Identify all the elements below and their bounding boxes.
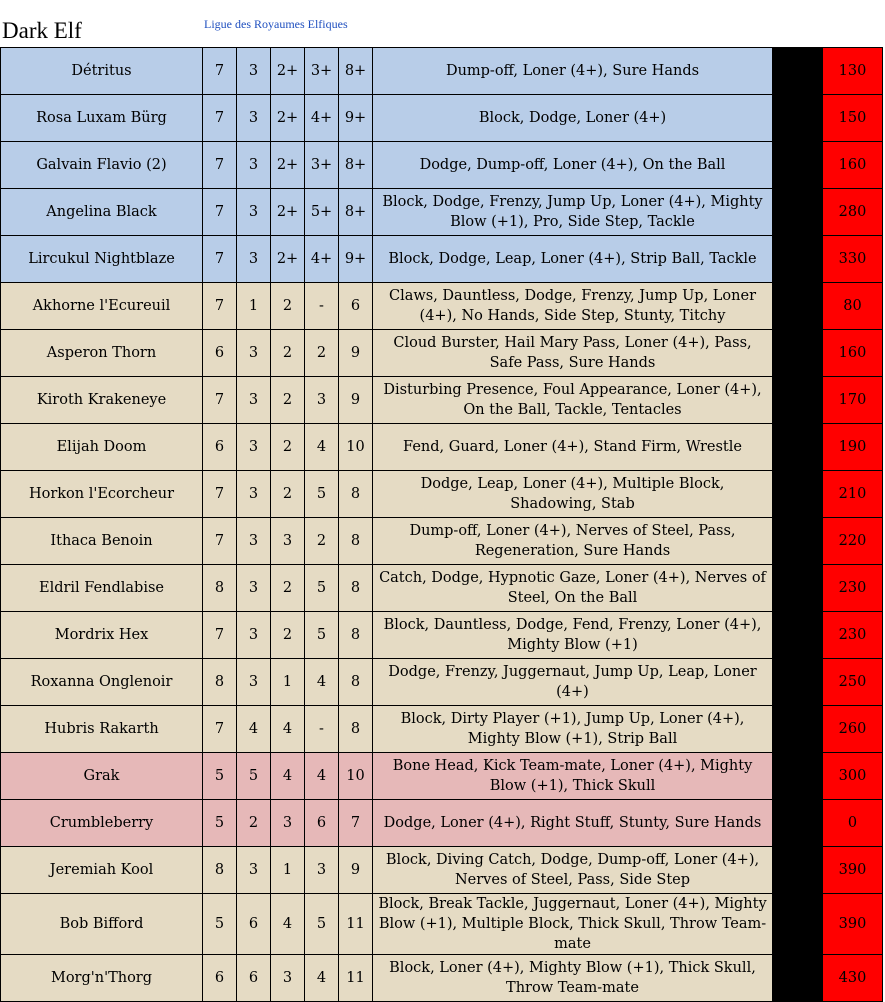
roster-body [1,48,883,1002]
player-ag: 1 [271,847,305,894]
player-ma: 7 [203,48,237,95]
player-ag: 3 [271,800,305,847]
player-st: 3 [237,518,271,565]
player-spp: 26 [773,48,823,95]
player-name: Asperon Thorn [1,330,203,377]
player-skills: Block, Dodge, Loner (4+) [373,95,773,142]
player-ma: 7 [203,283,237,330]
player-value: 0 [823,800,883,847]
table-row [1,612,883,659]
player-ma: 5 [203,753,237,800]
player-skills: Block, Dirty Player (+1), Jump Up, Loner (4+), Mighty Blow (+1), Strip Ball [373,706,773,753]
table-row [1,95,883,142]
player-name: Mordrix Hex [1,612,203,659]
player-spp [773,706,823,753]
player-ag: 2+ [271,142,305,189]
player-name: Hubris Rakarth [1,706,203,753]
table-row [1,847,883,894]
player-value: 160 [823,142,883,189]
player-skills: Block, Loner (4+), Mighty Blow (+1), Thick Skull, Throw Team-mate [373,955,773,1002]
table-row [1,659,883,706]
player-st: 3 [237,377,271,424]
player-pa: 4 [305,955,339,1002]
player-skills: Catch, Dodge, Hypnotic Gaze, Loner (4+), Nerves of Steel, On the Ball [373,565,773,612]
player-av: 8 [339,612,373,659]
player-pa: 4 [305,424,339,471]
player-st: 3 [237,48,271,95]
table-row [1,377,883,424]
table-row [1,955,883,1002]
player-spp: 56 [773,189,823,236]
player-name: Crumbleberry [1,800,203,847]
player-ma: 5 [203,800,237,847]
player-pa: 5 [305,565,339,612]
player-ag: 2 [271,330,305,377]
player-name: Détritus [1,48,203,95]
player-pa: 3+ [305,142,339,189]
player-skills: Dodge, Loner (4+), Right Stuff, Stunty, Sure Hands [373,800,773,847]
player-st: 2 [237,800,271,847]
player-av: 7 [339,800,373,847]
player-av: 8 [339,471,373,518]
player-ag: 3 [271,518,305,565]
player-pa: 4+ [305,236,339,283]
player-value: 390 [823,894,883,955]
player-ag: 1 [271,659,305,706]
player-ag: 2+ [271,48,305,95]
player-spp [773,800,823,847]
player-ag: 2 [271,283,305,330]
player-ag: 2 [271,565,305,612]
player-st: 3 [237,471,271,518]
player-ag: 4 [271,706,305,753]
player-st: 3 [237,142,271,189]
player-name: Galvain Flavio (2) [1,142,203,189]
player-skills: Dump-off, Loner (4+), Sure Hands [373,48,773,95]
player-skills: Block, Dauntless, Dodge, Fend, Frenzy, Loner (4+), Mighty Blow (+1) [373,612,773,659]
player-spp [773,894,823,955]
player-skills: Block, Dodge, Frenzy, Jump Up, Loner (4+), Mighty Blow (+1), Pro, Side Step, Tackle [373,189,773,236]
player-skills: Cloud Burster, Hail Mary Pass, Loner (4+), Pass, Safe Pass, Sure Hands [373,330,773,377]
player-value: 210 [823,471,883,518]
player-value: 150 [823,95,883,142]
player-ma: 7 [203,95,237,142]
player-ag: 4 [271,753,305,800]
player-spp [773,955,823,1002]
player-skills: Dump-off, Loner (4+), Nerves of Steel, Pass, Regeneration, Sure Hands [373,518,773,565]
player-pa: - [305,283,339,330]
player-av: 6 [339,283,373,330]
player-spp [773,847,823,894]
table-row [1,424,883,471]
player-skills: Block, Break Tackle, Juggernaut, Loner (4+), Mighty Blow (+1), Multiple Block, Thick Skull, Throw Team-mate [373,894,773,955]
player-ma: 8 [203,565,237,612]
team-title: Dark Elf [2,18,82,43]
player-ma: 7 [203,142,237,189]
player-value: 130 [823,48,883,95]
player-name: Eldril Fendlabise [1,565,203,612]
player-skills: Fend, Guard, Loner (4+), Stand Firm, Wrestle [373,424,773,471]
player-value: 80 [823,283,883,330]
player-pa: 3 [305,847,339,894]
player-skills: Block, Dodge, Leap, Loner (4+), Strip Ball, Tackle [373,236,773,283]
player-name: Lircukul Nightblaze [1,236,203,283]
player-st: 3 [237,236,271,283]
player-st: 3 [237,659,271,706]
player-spp [773,659,823,706]
player-pa: 3+ [305,48,339,95]
player-av: 8+ [339,142,373,189]
player-st: 3 [237,95,271,142]
player-spp [773,283,823,330]
player-value: 390 [823,847,883,894]
player-pa: 5+ [305,189,339,236]
player-st: 6 [237,955,271,1002]
player-av: 8+ [339,189,373,236]
player-value: 160 [823,330,883,377]
player-st: 3 [237,565,271,612]
player-name: Ithaca Benoin [1,518,203,565]
player-av: 9 [339,330,373,377]
player-name: Angelina Black [1,189,203,236]
player-pa: 4+ [305,95,339,142]
player-ma: 7 [203,706,237,753]
player-name: Horkon l'Ecorcheur [1,471,203,518]
table-row [1,283,883,330]
player-name: Morg'n'Thorg [1,955,203,1002]
player-pa: 3 [305,377,339,424]
player-ag: 2 [271,471,305,518]
player-av: 9 [339,377,373,424]
player-av: 9 [339,847,373,894]
table-row [1,48,883,95]
table-row [1,894,883,955]
player-name: Grak [1,753,203,800]
player-ma: 7 [203,377,237,424]
player-st: 1 [237,283,271,330]
player-value: 300 [823,753,883,800]
player-av: 9+ [339,95,373,142]
player-ma: 7 [203,236,237,283]
player-skills: Block, Diving Catch, Dodge, Dump-off, Loner (4+), Nerves of Steel, Pass, Side Step [373,847,773,894]
player-ma: 7 [203,189,237,236]
player-spp: 32 [773,142,823,189]
player-spp: 66 [773,236,823,283]
player-ma: 6 [203,424,237,471]
player-spp [773,612,823,659]
table-row [1,330,883,377]
player-pa: 2 [305,518,339,565]
player-st: 5 [237,753,271,800]
player-value: 230 [823,565,883,612]
player-ag: 2+ [271,95,305,142]
roster-table [0,47,883,1002]
player-ma: 7 [203,471,237,518]
player-skills: Disturbing Presence, Foul Appearance, Loner (4+), On the Ball, Tackle, Tentacles [373,377,773,424]
table-row [1,565,883,612]
player-ag: 2+ [271,189,305,236]
player-st: 3 [237,189,271,236]
player-pa: - [305,706,339,753]
player-ag: 2+ [271,236,305,283]
player-skills: Dodge, Frenzy, Juggernaut, Jump Up, Leap, Loner (4+) [373,659,773,706]
table-row [1,236,883,283]
player-spp [773,424,823,471]
player-value: 250 [823,659,883,706]
player-skills: Dodge, Dump-off, Loner (4+), On the Ball [373,142,773,189]
player-ma: 7 [203,518,237,565]
table-row [1,706,883,753]
player-value: 230 [823,612,883,659]
player-st: 3 [237,424,271,471]
player-pa: 5 [305,471,339,518]
table-row [1,800,883,847]
player-value: 170 [823,377,883,424]
player-name: Kiroth Krakeneye [1,377,203,424]
league-link[interactable]: Ligue des Royaumes Elfiques [204,17,348,31]
player-pa: 4 [305,659,339,706]
player-ag: 2 [271,377,305,424]
player-st: 3 [237,612,271,659]
player-av: 8 [339,518,373,565]
player-st: 3 [237,330,271,377]
table-row [1,518,883,565]
player-av: 8 [339,659,373,706]
player-ma: 7 [203,612,237,659]
player-ma: 5 [203,894,237,955]
player-ag: 4 [271,894,305,955]
player-av: 11 [339,894,373,955]
player-value: 220 [823,518,883,565]
player-pa: 6 [305,800,339,847]
player-av: 10 [339,424,373,471]
player-value: 190 [823,424,883,471]
player-name: Elijah Doom [1,424,203,471]
player-av: 8 [339,706,373,753]
table-row [1,471,883,518]
player-av: 8+ [339,48,373,95]
player-name: Bob Bifford [1,894,203,955]
player-spp [773,518,823,565]
player-pa: 2 [305,330,339,377]
player-value: 260 [823,706,883,753]
player-value: 280 [823,189,883,236]
table-row [1,142,883,189]
player-ma: 6 [203,955,237,1002]
player-ag: 2 [271,612,305,659]
player-spp [773,565,823,612]
player-ma: 8 [203,847,237,894]
player-pa: 4 [305,753,339,800]
player-ag: 3 [271,955,305,1002]
player-skills: Bone Head, Kick Team-mate, Loner (4+), Mighty Blow (+1), Thick Skull [373,753,773,800]
player-pa: 5 [305,894,339,955]
table-row [1,189,883,236]
player-ag: 2 [271,424,305,471]
player-spp [773,330,823,377]
player-ma: 6 [203,330,237,377]
player-spp [773,377,823,424]
player-skills: Claws, Dauntless, Dodge, Frenzy, Jump Up, Loner (4+), No Hands, Side Step, Stunty, Titchy [373,283,773,330]
player-name: Jeremiah Kool [1,847,203,894]
player-value: 330 [823,236,883,283]
player-value: 430 [823,955,883,1002]
player-st: 4 [237,706,271,753]
player-av: 10 [339,753,373,800]
player-name: Rosa Luxam Bürg [1,95,203,142]
player-ma: 8 [203,659,237,706]
player-name: Roxanna Onglenoir [1,659,203,706]
player-av: 11 [339,955,373,1002]
player-pa: 5 [305,612,339,659]
table-row [1,753,883,800]
player-av: 8 [339,565,373,612]
player-name: Akhorne l'Ecureuil [1,283,203,330]
player-skills: Dodge, Leap, Loner (4+), Multiple Block, Shadowing, Stab [373,471,773,518]
player-spp [773,753,823,800]
player-spp [773,471,823,518]
player-spp: 30 [773,95,823,142]
player-av: 9+ [339,236,373,283]
player-st: 3 [237,847,271,894]
player-st: 6 [237,894,271,955]
